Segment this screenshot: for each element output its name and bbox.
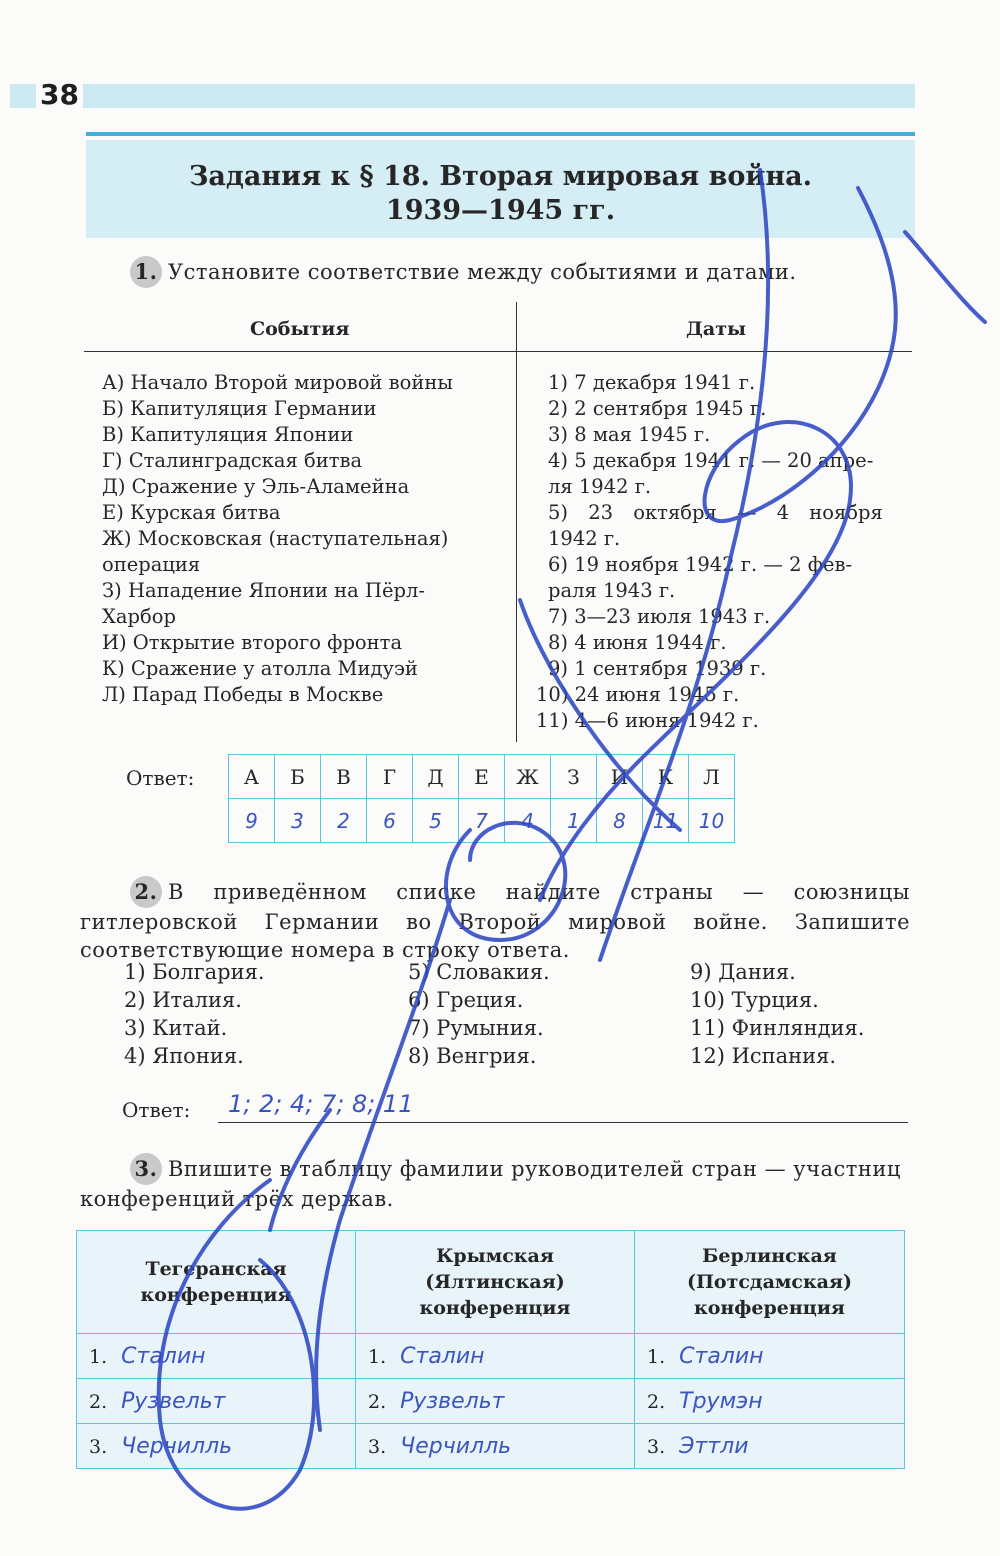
event-item: Л) Парад Победы в Москве (102, 683, 384, 706)
header-line: конференция (140, 1284, 292, 1306)
task-2-answer-value[interactable]: 1; 2; 4; 7; 8; 11 (228, 1090, 414, 1118)
date-item: 2) 2 сентября 1945 г. (548, 397, 767, 420)
event-item: Ж) Московская (наступательная) (102, 527, 449, 550)
pen-stroke (600, 170, 768, 960)
answer-cell[interactable]: 5 (413, 799, 459, 843)
date-item: 4) 5 декабря 1941 г. — 20 апре- (548, 449, 874, 472)
answer-letter: Д (413, 755, 459, 799)
answer-letter: Л (689, 755, 735, 799)
answer-cell[interactable]: 1 (551, 799, 597, 843)
event-item: Г) Сталинградская битва (102, 449, 363, 472)
event-item: З) Нападение Японии на Пёрл- (102, 579, 425, 602)
date-item: раля 1943 г. (548, 579, 676, 602)
answer-cell[interactable]: 11 (643, 799, 689, 843)
date-item: 6) 19 ноября 1942 г. — 2 фев- (548, 553, 853, 576)
leader-name: Сталин (400, 1343, 485, 1369)
leader-name: Трумэн (679, 1388, 763, 1414)
task-3-number: 3. (130, 1153, 162, 1185)
leader-name: Сталин (121, 1343, 206, 1369)
answer-letter: А (229, 755, 275, 799)
event-item: В) Капитуляция Японии (102, 423, 354, 446)
event-item: операция (102, 553, 201, 576)
events-column-header: События (250, 318, 350, 340)
country-option: 2) Италия. (124, 988, 242, 1012)
task-1-number: 1. (130, 256, 162, 288)
answer-letter: Е (459, 755, 505, 799)
date-item: 1) 7 декабря 1941 г. (548, 371, 756, 394)
country-option: 11) Финляндия. (690, 1016, 865, 1040)
answer-letter: З (551, 755, 597, 799)
date-item: 1942 г. (548, 527, 621, 550)
header-line: Крымская (436, 1245, 554, 1267)
answer-cell[interactable]: 3 (275, 799, 321, 843)
answer-cell[interactable]: 2 (321, 799, 367, 843)
country-option: 10) Турция. (690, 988, 819, 1012)
title-line-2: 1939—1945 гг. (385, 195, 616, 226)
row-number: 1. (368, 1345, 387, 1368)
title-line-1: Задания к § 18. Вторая мировая война. (188, 161, 813, 192)
row-number: 2. (647, 1390, 666, 1413)
event-item: А) Начало Второй мировой войны (102, 371, 453, 394)
page-number: 38 (36, 78, 83, 111)
row-number: 2. (89, 1390, 108, 1413)
answer-cell[interactable]: 10 (689, 799, 735, 843)
dates-column-header: Даты (686, 318, 747, 340)
country-option: 3) Китай. (124, 1016, 228, 1040)
country-option: 6) Греция. (408, 988, 524, 1012)
country-option: 7) Румыния. (408, 1016, 544, 1040)
leader-name: Эттли (679, 1433, 749, 1459)
date-item: 8) 4 июня 1944 г. (548, 631, 727, 654)
answer-letter: Ж (505, 755, 551, 799)
pen-stroke (159, 1180, 314, 1509)
answer-cell[interactable]: 9 (229, 799, 275, 843)
leader-name: Сталин (679, 1343, 764, 1369)
date-item: ля 1942 г. (548, 475, 652, 498)
pen-stroke (540, 188, 896, 900)
country-option: 12) Испания. (690, 1044, 837, 1068)
event-item: И) Открытие второго фронта (102, 631, 403, 654)
pen-stroke (316, 900, 450, 1430)
answer-cell[interactable]: 8 (597, 799, 643, 843)
date-item: 3) 8 мая 1945 г. (548, 423, 711, 446)
pen-stroke (270, 1110, 330, 1230)
row-number: 3. (368, 1435, 387, 1458)
country-option: 1) Болгария. (124, 960, 265, 984)
header-line: (Ялтинская) (425, 1271, 565, 1293)
date-item: 10) 24 июня 1945 г. (536, 683, 740, 706)
task-2-answer-label: Ответ: (122, 1098, 191, 1122)
task-1-answer-label: Ответ: (126, 766, 195, 790)
leader-name: Рузвельт (400, 1388, 505, 1414)
leader-name: Черчилль (400, 1433, 512, 1459)
leader-name: Рузвельт (121, 1388, 226, 1414)
event-item: Е) Курская битва (102, 501, 281, 524)
answer-letter: К (643, 755, 689, 799)
country-option: 9) Дания. (690, 960, 796, 984)
task-1-text: Установите соответствие между событиями и датами. (168, 260, 797, 284)
event-item: К) Сражение у атолла Мидуэй (102, 657, 418, 680)
header-line: конференция (419, 1297, 571, 1319)
task-2-number: 2. (130, 876, 162, 908)
header-line: Берлинская (702, 1245, 837, 1267)
answer-letter: В (321, 755, 367, 799)
answer-letter: И (597, 755, 643, 799)
header-line: (Потсдамская) (686, 1271, 853, 1293)
row-number: 1. (89, 1345, 108, 1368)
row-number: 1. (647, 1345, 666, 1368)
date-item: 9) 1 сентября 1939 г. (548, 657, 767, 680)
answer-cell[interactable]: 4 (505, 799, 551, 843)
leader-name: Черчилль (121, 1433, 233, 1459)
row-number: 3. (647, 1435, 666, 1458)
date-item: 5) 23 октября — 4 ноября (548, 501, 883, 524)
header-line: Тегеранская (145, 1258, 287, 1280)
answer-letter: Г (367, 755, 413, 799)
pen-stroke (905, 232, 985, 322)
answer-cell[interactable]: 7 (459, 799, 505, 843)
date-item: 11) 4—6 июня 1942 г. (536, 709, 759, 732)
pen-stroke (520, 600, 680, 830)
answer-letter: Б (275, 755, 321, 799)
answer-cell[interactable]: 6 (367, 799, 413, 843)
row-number: 3. (89, 1435, 108, 1458)
task-2-text: В приведённом списке найдите страны — союзницы гитлеровской Германии во Второй мировой войне. Запишите соответствующие номера в строку ответа. (80, 880, 910, 962)
event-item: Б) Капитуляция Германии (102, 397, 377, 420)
header-line: конференция (694, 1297, 845, 1319)
country-option: 8) Венгрия. (408, 1044, 537, 1068)
event-item: Д) Сражение у Эль-Аламейна (102, 475, 410, 498)
date-item: 7) 3—23 июля 1943 г. (548, 605, 771, 628)
event-item: Харбор (102, 605, 176, 628)
task-3-text: Впишите в таблицу фамилии руководителей стран — участниц конференций трёх держав. (80, 1157, 901, 1211)
row-number: 2. (368, 1390, 387, 1413)
country-option: 5) Словакия. (408, 960, 550, 984)
country-option: 4) Япония. (124, 1044, 244, 1068)
